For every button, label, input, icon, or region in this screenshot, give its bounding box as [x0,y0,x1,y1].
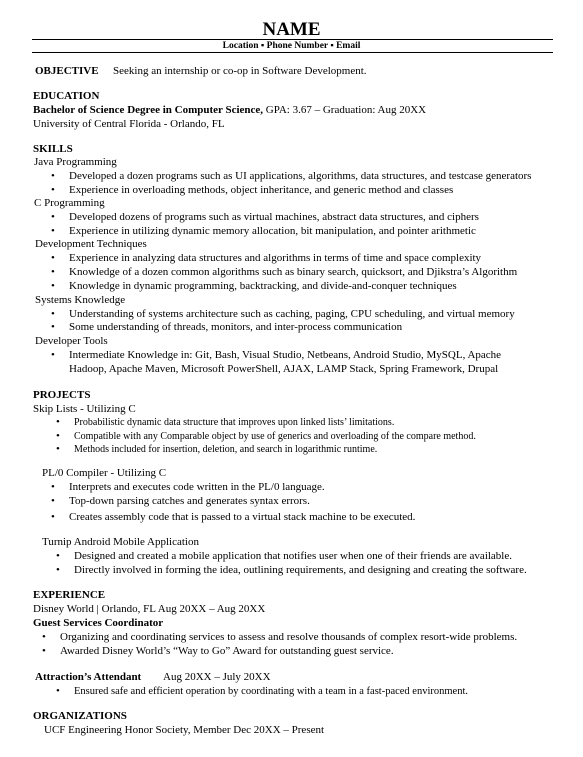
education-degree-line [33,104,426,117]
list-item: • Knowledge of a dozen common algorithms such as binary search, quicksort, and Djikstra’s Algorithm [51,266,518,278]
list-item: • Experience in utilizing dynamic memory allocation, bit manipulation, and pointer arithmetic [51,225,476,237]
role-dates: Aug 20XX – July 20XX [163,671,271,683]
objective-text: Seeking an internship or co-op in Software Development. [113,65,367,77]
list-item-continuation: Hadoop, Apache Maven, Microsoft PowerShell, AJAX, LAMP Stack, Spring Framework, Drupal [69,363,499,375]
education-heading: EDUCATION [33,90,100,102]
skills-heading: SKILLS [33,143,73,155]
list-item: • Understanding of systems architecture such as caching, paging, CPU scheduling, and virtual memory [51,308,515,320]
list-item: • Top-down parsing catches and generates syntax errors. [51,495,310,507]
projects-heading: PROJECTS [33,389,91,401]
skill-group-title: Systems Knowledge [35,294,126,306]
list-item: • Directly involved in forming the idea, outlining requirements, and designing and creating the software. [56,564,527,576]
list-item: • Developed a dozen programs such as UI applications, algorithms, data structures, and testcase generators [51,170,532,182]
skill-group-title: Development Techniques [35,238,147,250]
list-item: • Intermediate Knowledge in: Git, Bash, Visual Studio, Netbeans, Android Studio, MySQL, Apache [51,349,502,361]
contact-line: Location ▪ Phone Number ▪ Email [222,41,361,51]
degree-name: Bachelor of Science Degree in Computer Science, [33,104,264,116]
skill-group-title: C Programming [34,197,105,209]
list-item: • Awarded Disney World’s “Way to Go” Award for outstanding guest service. [42,645,394,657]
list-item: • Organizing and coordinating services to assess and resolve thousands of complex resort-wide problems. [42,631,518,643]
project-title: Turnip Android Mobile Application [42,536,199,548]
list-item: • Ensured safe and efficient operation by coordinating with a team in a fast-paced environment. [56,685,468,697]
header-rule-bottom [32,52,553,53]
objective-heading: OBJECTIVE [35,65,99,77]
candidate-name: NAME [262,19,321,40]
school-name: University of Central Florida - Orlando, FL [33,118,225,130]
list-item: • Designed and created a mobile application that notifies user when one of their friends are available. [56,550,512,562]
skill-group-title: Developer Tools [35,335,108,347]
organization-entry: UCF Engineering Honor Society, Member Dec 20XX – Present [44,724,325,736]
list-item: • Some understanding of threads, monitors, and inter-process communication [51,321,403,333]
list-item: • Experience in overloading methods, object inheritance, and generic method and classes [51,184,454,196]
skill-group-title: Java Programming [34,156,117,168]
role-title: Attraction’s Attendant [35,671,142,683]
degree-details: GPA: 3.67 – Graduation: Aug 20XX [263,104,427,116]
list-item: • Developed dozens of programs such as virtual machines, abstract data structures, and ciphers [51,211,479,223]
project-title: PL/0 Compiler - Utilizing C [42,467,167,479]
list-item: • Interprets and executes code written in the PL/0 language. [51,481,325,493]
list-item: • Probabilistic dynamic data structure that improves upon linked lists’ limitations. [56,416,395,428]
list-item: • Creates assembly code that is passed to a virtual stack machine to be executed. [51,511,416,523]
organizations-heading: ORGANIZATIONS [33,710,127,722]
list-item: • Experience in analyzing data structures and algorithms in terms of time and space complexity [51,252,482,264]
project-title: Skip Lists - Utilizing C [33,403,136,415]
employer-line: Disney World | Orlando, FL Aug 20XX – Aug 20XX [33,603,266,615]
role-title: Guest Services Coordinator [33,617,164,629]
list-item: • Compatible with any Comparable object by use of generics and overloading of the compare method. [56,430,476,442]
experience-heading: EXPERIENCE [33,589,106,601]
list-item: • Methods included for insertion, deletion, and search in logarithmic runtime. [56,443,378,455]
list-item: • Knowledge in dynamic programming, backtracking, and divide-and-conquer techniques [51,280,457,292]
